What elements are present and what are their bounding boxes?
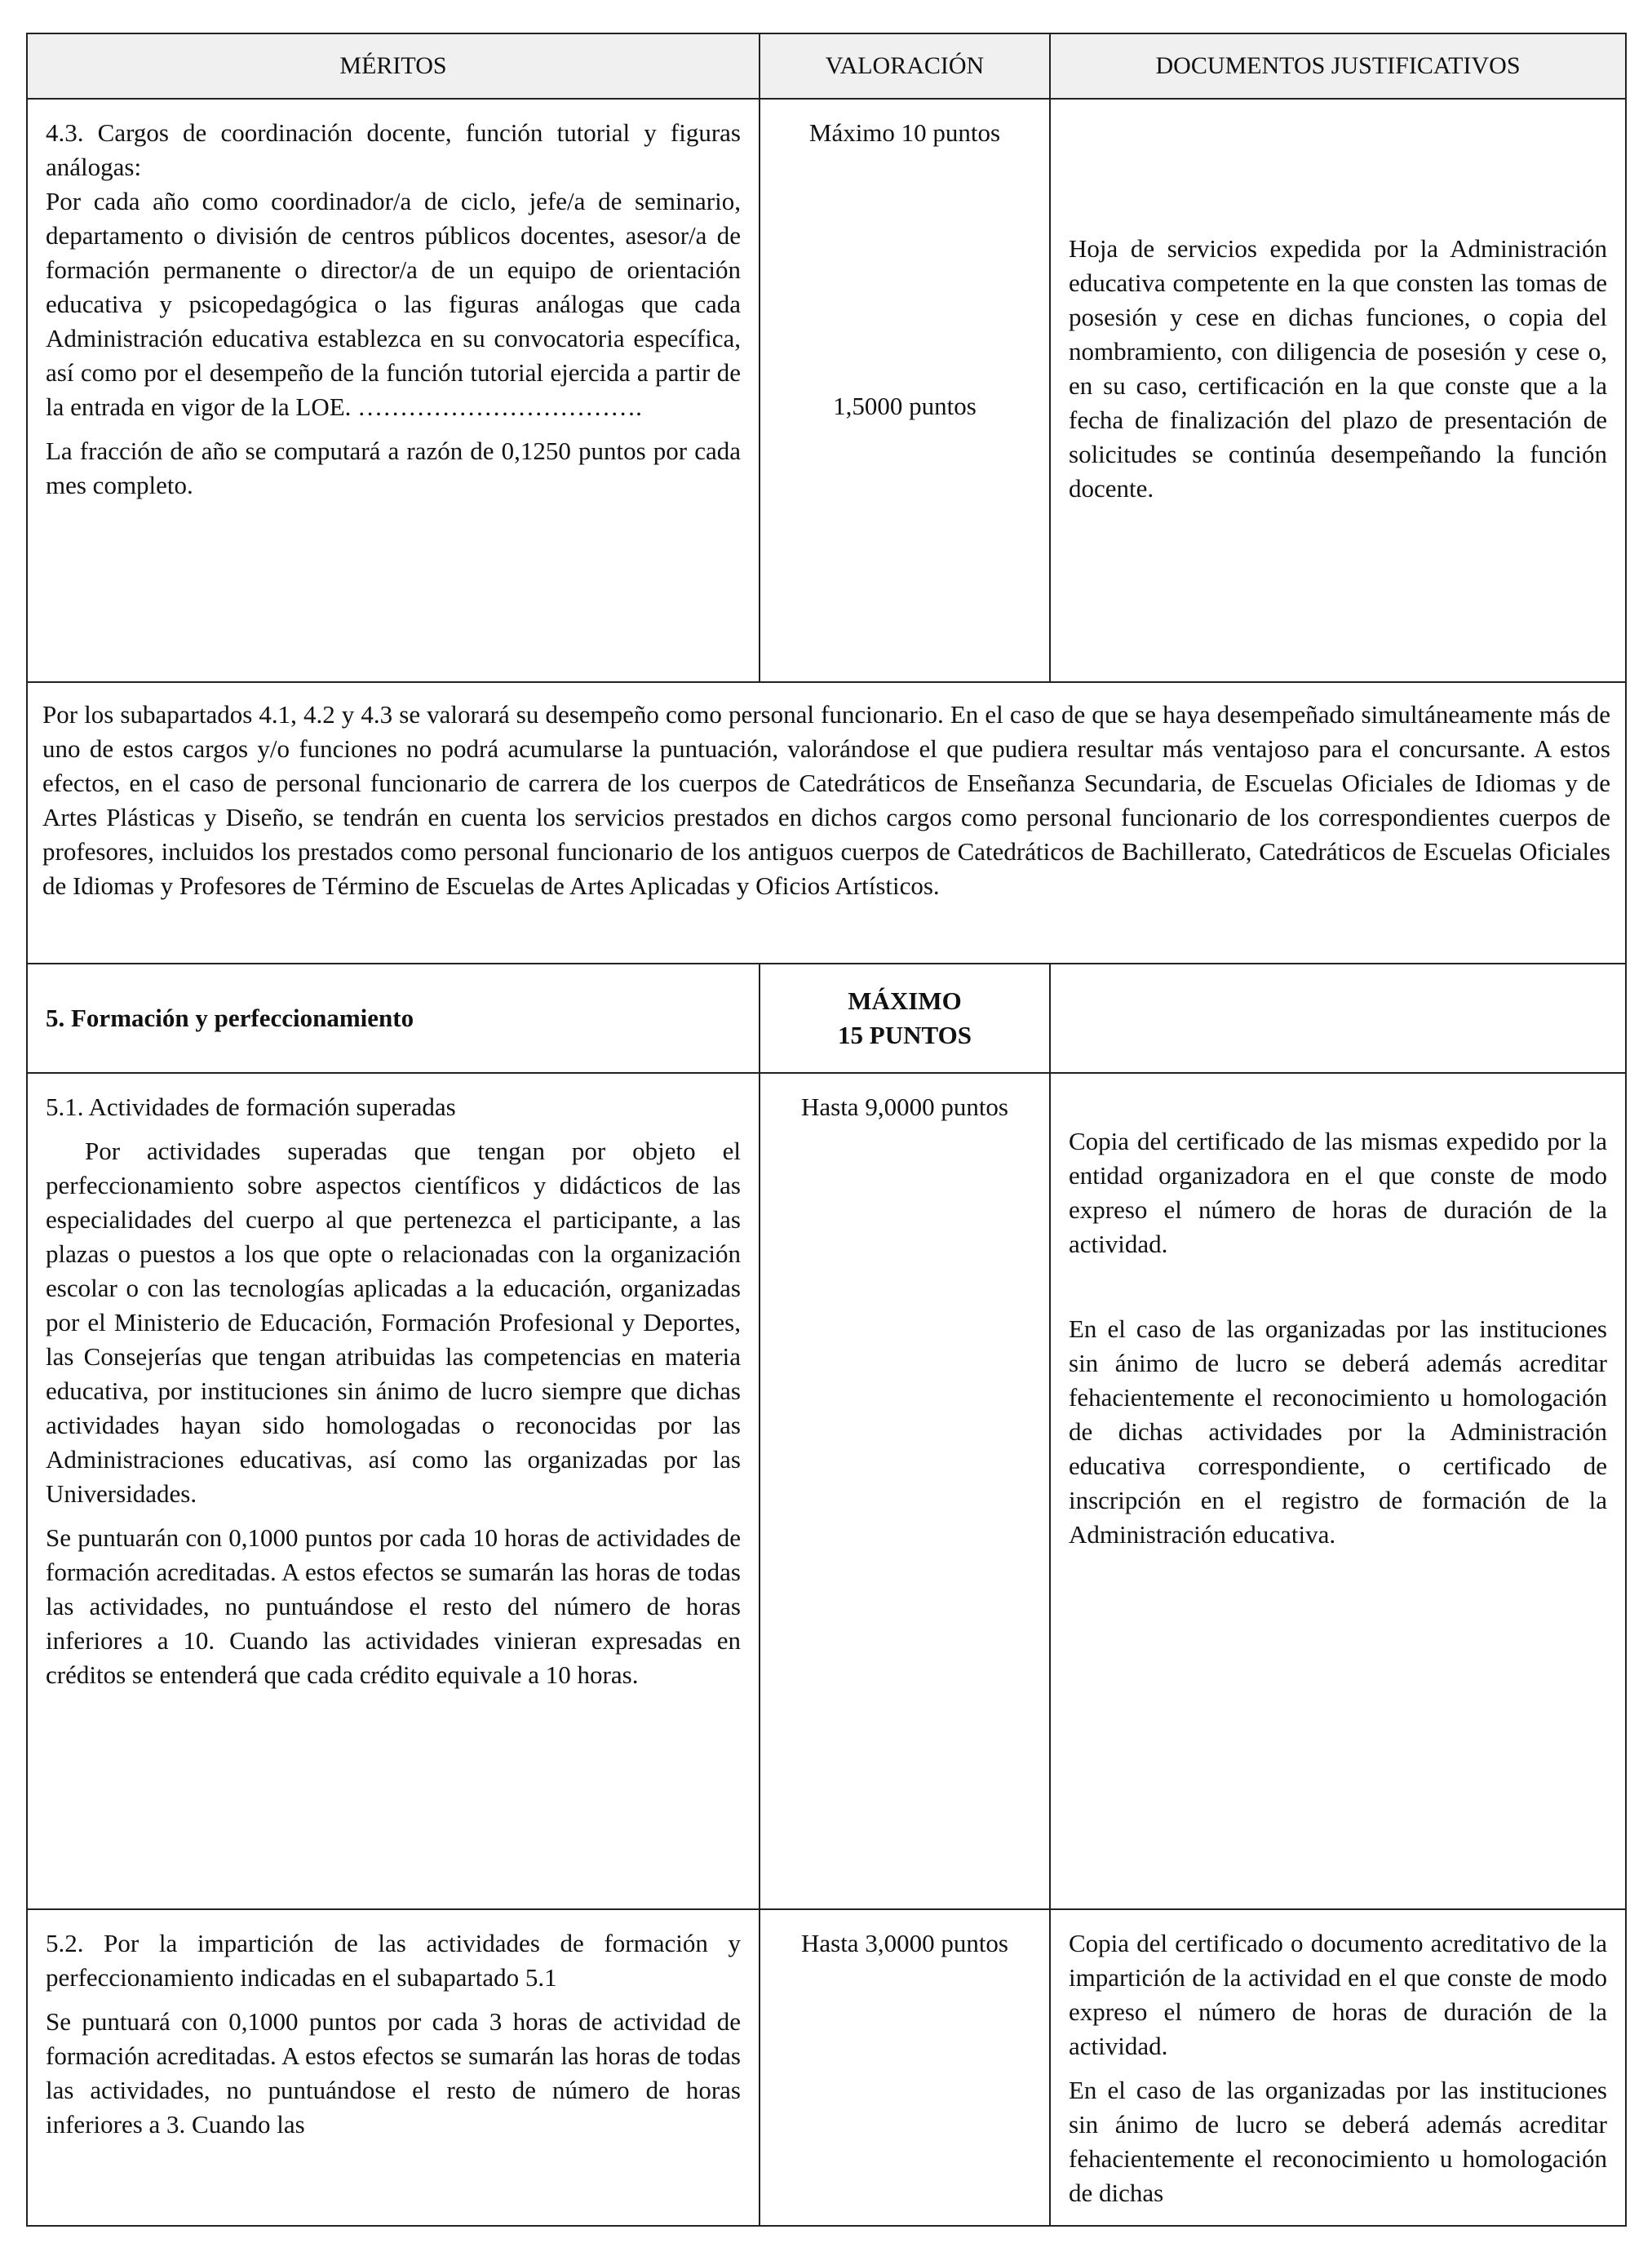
valuation-cell: [760, 100, 1051, 681]
table-row-5-1: [28, 1072, 1625, 1908]
documents-text-2: En el caso de las organizadas por las instituciones sin ánimo de lucro se deberá además acreditar fehacientemente el reconocimiento u homologación de dichas actividades por la Administración educativa correspondiente, o certificado de inscripción en el registro de formación de la Administración educativa.: [1069, 1314, 1607, 1549]
merit-body: Por cada año como coordinador/a de ciclo, jefe/a de seminario, departamento o división de centros públicos docentes, asesor/a de formación permanente o director/a de un equipo de orientación educativa y psicopedagógica o las figuras análogas que cada Administración educativa establezca en su convocatoria específica, así como por el desempeño de la función tutorial ejercida a partir de la entrada en vigor de la LOE. …………………………….: [46, 187, 741, 421]
documents-text-1: Copia del certificado de las mismas expedido por la entidad organizadora en el que conste de modo expreso el número de horas de duración de la actividad.: [1069, 1127, 1607, 1258]
merit-scoring: Se puntuarán con 0,1000 puntos por cada 10 horas de actividades de formación acreditadas. A estos efectos se sumarán las horas de todas las actividades, no puntuándose el resto del número de horas inferiores a 10. Cuando las actividades vinieran expresadas en créditos se entenderá que cada crédito equivale a 10 horas.: [46, 1523, 741, 1689]
documents-text-2: En el caso de las organizadas por las instituciones sin ánimo de lucro se deberá además acreditar fehacientemente el reconocimiento u homologación de dichas: [1069, 2076, 1607, 2207]
section-5-header-row: [28, 963, 1625, 1072]
valuation-cell: [760, 1074, 1051, 1908]
table-header-row: [28, 34, 1625, 98]
valuation-points: 1,5000 puntos: [833, 392, 977, 420]
merit-scoring: Se puntuará con 0,1000 puntos por cada 3 horas de actividad de formación acreditadas. A estos efectos se sumarán las horas de todas las actividades, no puntuándose el resto de número de horas inferiores a 3. Cuando las: [46, 2007, 741, 2139]
note-text: Por los subapartados 4.1, 4.2 y 4.3 se valorará su desempeño como personal funcionario. En el caso de que se haya desempeñado simultáneamente más de uno de estos cargos y/o funciones no podrá acumularse la puntuación, valorándose el que pudiera resultar más ventajoso para el concursante. A estos efectos, en el caso de personal funcionario de carrera de los cuerpos de Catedráticos de Enseñanza Secundaria, de Escuelas Oficiales de Idiomas y de Artes Plásticas y Diseño, se tendrán en cuenta los servicios prestados en dichos cargos como personal funcionario de los correspondientes cuerpos de profesores, incluidos los prestados como personal funcionario de los antiguos cuerpos de Catedráticos de Bachillerato, Catedráticos de Escuelas Oficiales de Idiomas y Profesores de Término de Escuelas de Artes Aplicadas y Oficios Artísticos.: [42, 700, 1610, 900]
merit-title: 5.2. Por la impartición de las actividades de formación y perfeccionamiento indicadas en el subapartado 5.1: [46, 1929, 741, 1992]
merit-cell: [28, 1910, 760, 2225]
merit-cell: [28, 1074, 760, 1908]
table-row-4-3: [28, 98, 1625, 681]
documents-text: Hoja de servicios expedida por la Administración educativa competente en la que consten las tomas de posesión y cese en dichas funciones, o copia del nombramiento, con diligencia de posesión y cese o, en su caso, certificación en la que conste que a la fecha de finalización del plazo de presentación de solicitudes se continúa desempeñando la función docente.: [1069, 234, 1607, 503]
merit-body: Por actividades superadas que tengan por objeto el perfeccionamiento sobre aspectos científicos y didácticos de las especialidades del cuerpo al que pertenezca el participante, a las plazas o puestos a los que opte o relacionadas con la organización escolar o con las tecnologías aplicadas a la educación, organizadas por el Ministerio de Educación, Formación Profesional y Deportes, las Consejerías que tengan atribuidas las competencias en materia educativa, por instituciones sin ánimo de lucro siempre que dichas actividades hayan sido homologadas o reconocidas por las Administraciones educativas, así como las organizadas por las Universidades.: [46, 1137, 741, 1508]
merit-title: 4.3. Cargos de coordinación docente, función tutorial y figuras análogas:: [46, 118, 741, 181]
valuation-max: Hasta 3,0000 puntos: [800, 1929, 1008, 1957]
header-valoracion: VALORACIÓN: [760, 34, 1051, 98]
documents-cell: [1051, 1910, 1625, 2225]
header-meritos: MÉRITOS: [28, 34, 760, 98]
documents-text-1: Copia del certificado o documento acreditativo de la impartición de la actividad en el que conste de modo expreso el número de horas de duración de la actividad.: [1069, 1929, 1607, 2060]
documents-cell: [1051, 100, 1625, 681]
section-5-title: 5. Formación y perfeccionamiento: [28, 964, 760, 1072]
section-5-docs-empty: [1051, 964, 1625, 1072]
section-5-max: [760, 964, 1051, 1072]
merit-fraction: La fracción de año se computará a razón de 0,1250 puntos por cada mes completo.: [46, 437, 741, 499]
table-row-5-2: [28, 1908, 1625, 2225]
valuation-max: Máximo 10 puntos: [808, 118, 1001, 147]
merit-cell: [28, 100, 760, 681]
valuation-max: Hasta 9,0000 puntos: [800, 1093, 1008, 1121]
header-documentos: DOCUMENTOS JUSTIFICATIVOS: [1155, 52, 1521, 79]
section-5-max-line1: MÁXIMO: [848, 986, 962, 1015]
merits-table: [26, 33, 1627, 2227]
table-note-row: [28, 681, 1625, 963]
merit-title: 5.1. Actividades de formación superadas: [46, 1093, 456, 1121]
section-5-max-line2: 15 PUNTOS: [838, 1021, 972, 1049]
valuation-cell: [760, 1910, 1051, 2225]
documents-cell: [1051, 1074, 1625, 1908]
